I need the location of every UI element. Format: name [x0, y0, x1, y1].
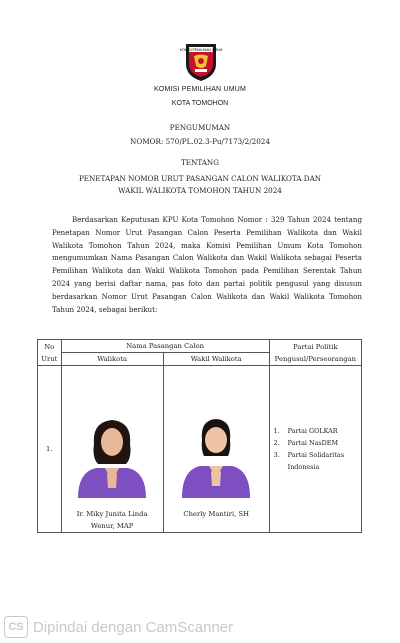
party-number: 2.	[273, 439, 280, 447]
party-name: Partai Solidaritas Indonesia	[287, 451, 344, 471]
logo-text: KOMISI PEMILIHAN UMUM	[179, 48, 223, 53]
partai-header	[269, 340, 361, 366]
candidate-table	[37, 339, 362, 533]
wakil-photo	[178, 414, 254, 498]
list-item	[274, 425, 361, 437]
document-number: NOMOR: 570/PL.02.3-Pu/7173/2/2024	[130, 137, 270, 146]
row-number: 1.	[38, 366, 62, 533]
walikota-photo	[74, 414, 150, 498]
wakil-cell	[163, 366, 269, 533]
announcement-paragraph: Berdasarkan Keputusan KPU Kota Tomohon Nomor : 329 Tahun 2024 tentang Penetapan Nomor Urut Pasangan Calon Peserta Pemilihan Walikota dan Wakil Walikota Tomohon Tahun 2024, maka Komisi Pemilihan Umum Kota Tomohon mengumumkan Nama Pasangan Calon Walikota dan Wakil Walikota sebagai Peserta Pemilihan Walikota dan Wakil Walikota Tomohon pada Pemilihan Serentak Tahun 2024 yang berisi daftar nama, pas foto dan partai politik pengusul yang disusun berdasarkan Nomor Urut Pasangan Calon Walikota dan Wakil Walikota Tomohon Tahun 2024, sebagai berikut:	[52, 215, 362, 314]
header-city: KOTA TOMOHON	[171, 100, 229, 107]
kpu-logo	[179, 42, 223, 82]
party-name: Partai NasDEM	[287, 439, 339, 447]
watermark-text: Dipindai dengan CamScanner	[33, 618, 234, 636]
no-header-label: No	[44, 342, 55, 351]
header-organization: KOMISI PEMILIHAN UMUM	[153, 86, 247, 93]
subject-line-2: WAKIL WALIKOTA TOMOHON TAHUN 2024	[118, 186, 282, 195]
walikota-cell	[61, 366, 163, 533]
document-type: PENGUMUMAN	[169, 123, 231, 132]
partai-header-line2: Pengusul/Perseorangan	[274, 354, 356, 363]
subject-line-1: PENETAPAN NOMOR URUT PASANGAN CALON WALIKOTA DAN	[78, 174, 322, 183]
walikota-name	[62, 508, 163, 532]
camscanner-watermark	[4, 616, 233, 638]
walikota-name-line2: Wenur, MAP	[90, 522, 134, 530]
table-row	[38, 366, 362, 533]
urut-header-label: Urut	[41, 354, 58, 363]
party-number: 1.	[273, 427, 280, 435]
no-urut-header	[38, 340, 62, 366]
walikota-header: Walikota	[61, 353, 163, 366]
parties-cell	[269, 366, 361, 533]
wakil-header: Wakil Walikota	[163, 353, 269, 366]
camscanner-icon: CS	[4, 616, 28, 638]
tentang-label: TENTANG	[181, 158, 219, 167]
party-name: Partai GOLKAR	[287, 427, 338, 435]
party-list	[270, 425, 361, 473]
walikota-name-line1: Ir. Miky Junita Linda	[76, 510, 148, 518]
wakil-name: Cherly Mantiri, SH	[183, 510, 250, 518]
pasangan-header: Nama Pasangan Calon	[61, 340, 269, 353]
party-number: 3.	[273, 451, 280, 459]
list-item	[274, 437, 361, 449]
partai-header-line1: Partai Politik	[293, 342, 338, 351]
list-item	[274, 449, 361, 473]
